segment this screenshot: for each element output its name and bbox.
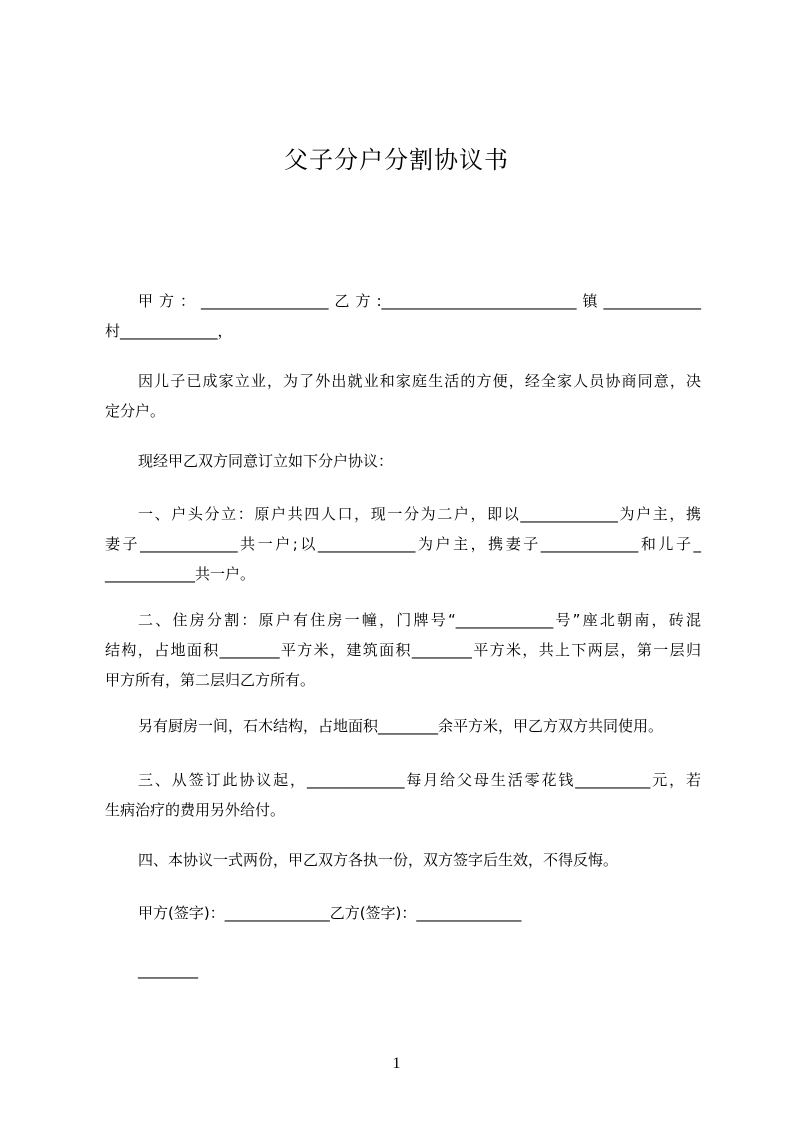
kitchen-line: 另有厨房一间，石木结构，占地面积________余平方米，甲乙方双方共同使用。 — [138, 717, 664, 735]
clause-1-paragraph — [105, 499, 701, 589]
signature-paragraph — [105, 898, 701, 928]
clause-4-line: 四、本协议一式两份，甲乙双方各执一份，双方签字后生效，不得反悔。 — [138, 851, 619, 869]
parties-paragraph — [105, 286, 701, 346]
page-number: 1 — [392, 1055, 401, 1072]
reason-line-1: 因儿子已成家立业，为了外出就业和家庭生活的方便，经全家人员协商同意，决 — [138, 372, 701, 390]
date-line: ________ — [138, 961, 198, 979]
kitchen-paragraph — [105, 711, 701, 741]
clause-3-line-2: 生病治疗的费用另外给付。 — [105, 801, 286, 819]
clause-1-line-3: ____________共一户。 — [105, 565, 256, 583]
clause-2-line-1: 二、住房分割：原户有住房一幢，门牌号“_____________号”座北朝南，砖混 — [138, 611, 701, 629]
clause-2-paragraph — [105, 605, 701, 695]
agreement-intro-line: 现经甲乙双方同意订立如下分户协议： — [138, 452, 394, 470]
clause-3-line-1: 三、从签订此协议起，_____________每月给父母生活零花钱__________元，若 — [138, 771, 701, 789]
parties-line-2: 村_____________， — [105, 322, 233, 340]
clause-1-line-1: 一、户头分立：原户共四人口，现一分为二户，即以_____________为户主，携 — [138, 505, 701, 523]
clause-1-line-2: 妻子_____________共一户;以_____________为户主，携妻子_____________和儿子_ — [105, 535, 701, 553]
clause-2-line-3: 甲方所有，第二层归乙方所有。 — [105, 671, 316, 689]
parties-line-1: 甲方：_________________乙方:__________________________镇_____________ — [138, 292, 701, 310]
reason-paragraph — [105, 366, 701, 426]
clause-4-paragraph — [105, 845, 701, 875]
agreement-intro-paragraph — [105, 446, 701, 476]
reason-line-2: 定分户。 — [105, 402, 166, 420]
document-title: 父子分户分割协议书 — [284, 146, 509, 174]
clause-3-paragraph — [105, 765, 701, 825]
date-paragraph — [105, 955, 701, 985]
clause-2-line-2: 结构，占地面积________平方米，建筑面积________平方米，共上下两层，第一层归 — [105, 641, 701, 659]
signature-line: 甲方(签字)：______________乙方(签字)：______________ — [138, 904, 522, 922]
